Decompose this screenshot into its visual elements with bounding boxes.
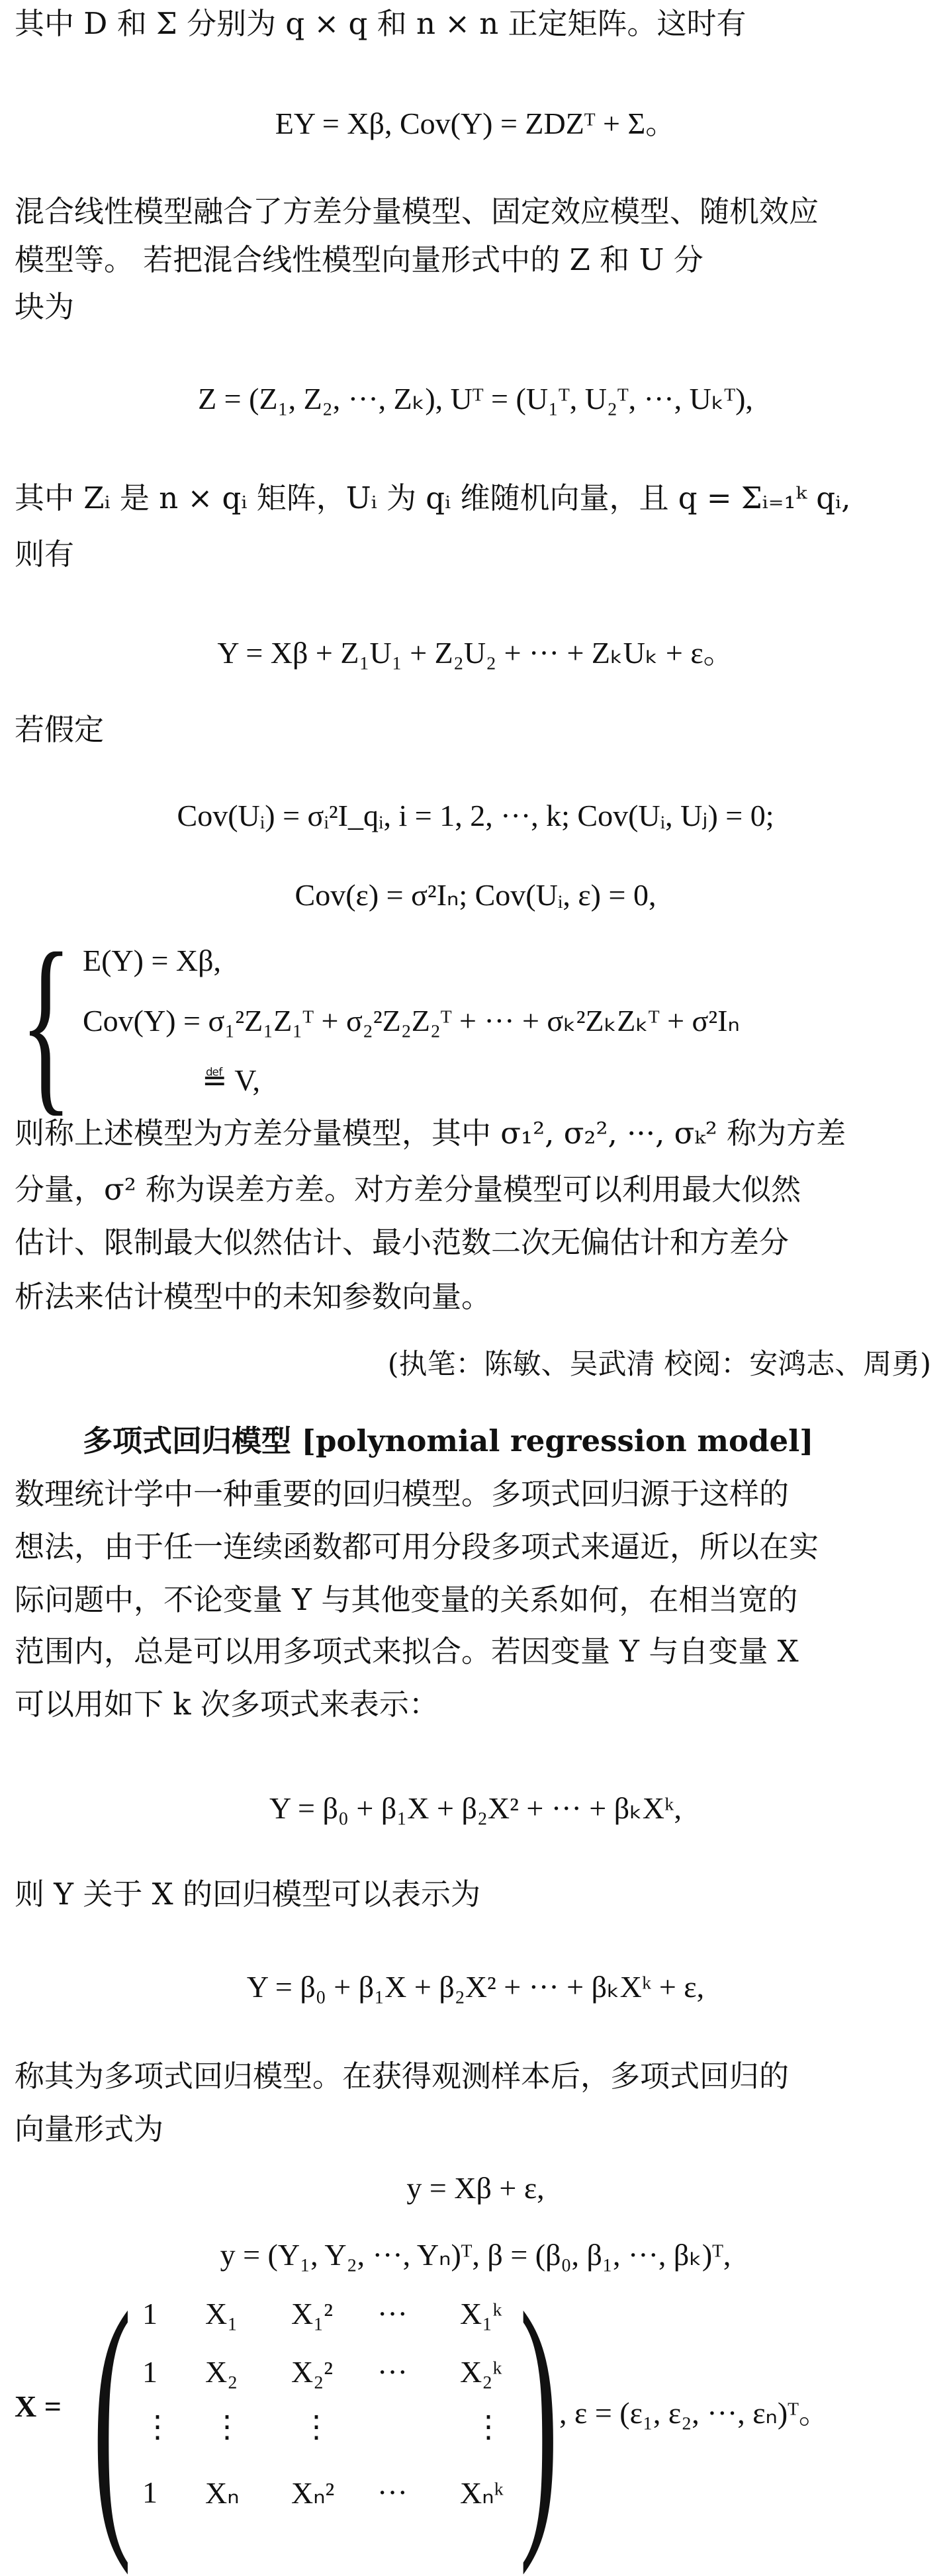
matrix-right-paren: ) — [520, 2254, 559, 2576]
text-line: 块为 — [15, 289, 75, 324]
equation: y = Xβ + ε, — [406, 2171, 545, 2205]
matrix-left-paren: ( — [93, 2254, 132, 2576]
text-line: 可以用如下 k 次多项式来表示： — [15, 1687, 439, 1722]
text-line: 模型等。 若把混合线性模型向量形式中的 Z 和 U 分 — [15, 242, 703, 277]
equation: Y = β₀ + β₁X + β₂X² + ··· + βₖXᵏ, — [269, 1791, 682, 1825]
matrix-cell: Xₙ — [205, 2476, 240, 2510]
text-line: 其中 D 和 Σ 分别为 q × q 和 n × n 正定矩阵。这时有 — [15, 6, 747, 41]
equation: EY = Xβ, Cov(Y) = ZDZᵀ + Σ。 — [275, 107, 676, 140]
text-line: 混合线性模型融合了方差分量模型、固定效应模型、随机效应 — [15, 194, 819, 229]
matrix-cell: ⋮ — [212, 2410, 242, 2444]
matrix-cell: X₁ — [205, 2297, 238, 2331]
text-line: 范围内，总是可以用多项式来拟合。若因变量 Y 与自变量 X — [15, 1634, 799, 1669]
equation: Y = Xβ + Z₁U₁ + Z₂U₂ + ··· + ZₖUₖ + ε。 — [217, 636, 734, 670]
equation: y = (Y₁, Y₂, ···, Yₙ)ᵀ, β = (β₀, β₁, ···, βₖ)ᵀ, — [220, 2238, 731, 2272]
text-line: 想法，由于任一连续函数都可用分段多项式来逼近，所以在实 — [15, 1529, 819, 1564]
matrix-cell: ··· — [377, 2355, 408, 2389]
matrix-cell: ⋮ — [142, 2410, 173, 2444]
text-line: 估计、限制最大似然估计、最小范数二次无偏估计和方差分 — [15, 1225, 790, 1260]
equation: Cov(ε) = σ²Iₙ; Cov(Uᵢ, ε) = 0, — [294, 878, 657, 912]
text-line: 其中 Zᵢ 是 n × qᵢ 矩阵，Uᵢ 为 qᵢ 维随机向量，且 q = Σᵢ₌₁ᵏ qᵢ, — [15, 480, 851, 515]
matrix-cell: X₂² — [291, 2355, 334, 2389]
text-line: 称其为多项式回归模型。在获得观测样本后，多项式回归的 — [15, 2059, 790, 2094]
left-brace: { — [20, 912, 73, 1132]
equation: Y = β₀ + β₁X + β₂X² + ··· + βₖXᵏ + ε, — [246, 1970, 705, 2004]
matrix-cell: ··· — [377, 2297, 408, 2331]
matrix-cell: ⋮ — [301, 2410, 332, 2444]
text-line: 则 Y 关于 X 的回归模型可以表示为 — [15, 1877, 480, 1912]
text-line: 分量，σ² 称为误差方差。对方差分量模型可以利用最大似然 — [15, 1172, 801, 1207]
matrix-cell: Xₙᵏ — [460, 2476, 504, 2510]
text-line: 若假定 — [15, 712, 105, 747]
matrix-cell: X₁² — [291, 2297, 334, 2331]
equation: Z = (Z₁, Z₂, ···, Zₖ), Uᵀ = (U₁ᵀ, U₂ᵀ, ···, Uₖᵀ), — [198, 382, 753, 416]
entry-heading: 多项式回归模型 [polynomial regression model] — [83, 1423, 814, 1458]
text-line: 则称上述模型为方差分量模型，其中 σ₁², σ₂², ···, σₖ² 称为方差 — [15, 1116, 846, 1151]
system-line: ≝ V, — [202, 1063, 261, 1097]
matrix-cell: 1 — [142, 2297, 158, 2331]
matrix-cell: Xₙ² — [291, 2476, 335, 2510]
text-line: 析法来估计模型中的未知参数向量。 — [15, 1279, 492, 1314]
matrix-cell: X₁ᵏ — [460, 2297, 502, 2331]
matrix-cell: X₂ᵏ — [460, 2355, 502, 2389]
matrix-cell: 1 — [142, 2475, 158, 2509]
text-line: 数理统计学中一种重要的回归模型。多项式回归源于这样的 — [15, 1476, 790, 1511]
matrix-cell: ··· — [377, 2475, 408, 2509]
equation: Cov(Uᵢ) = σᵢ²I_qᵢ, i = 1, 2, ···, k; Cov(Uᵢ, Uⱼ) = 0; — [177, 799, 774, 832]
system-line: E(Y) = Xβ, — [83, 944, 222, 977]
epsilon-vector: , ε = (ε₁, ε₂, ···, εₙ)ᵀ。 — [559, 2396, 829, 2430]
matrix-cell: ⋮ — [473, 2410, 504, 2444]
matrix-cell: 1 — [142, 2355, 158, 2389]
system-line: Cov(Y) = σ₁²Z₁Z₁ᵀ + σ₂²Z₂Z₂ᵀ + ··· + σₖ²ZₖZₖᵀ + σ²Iₙ — [83, 1004, 740, 1038]
credit-line: (执笔：陈敏、吴武清 校阅：安鸿志、周勇) — [387, 1348, 931, 1381]
matrix-label: X = — [15, 2389, 62, 2423]
text-line: 则有 — [15, 537, 75, 572]
text-line: 向量形式为 — [15, 2111, 164, 2147]
text-line: 际问题中，不论变量 Y 与其他变量的关系如何，在相当宽的 — [15, 1582, 798, 1617]
matrix-cell: X₂ — [205, 2355, 238, 2389]
